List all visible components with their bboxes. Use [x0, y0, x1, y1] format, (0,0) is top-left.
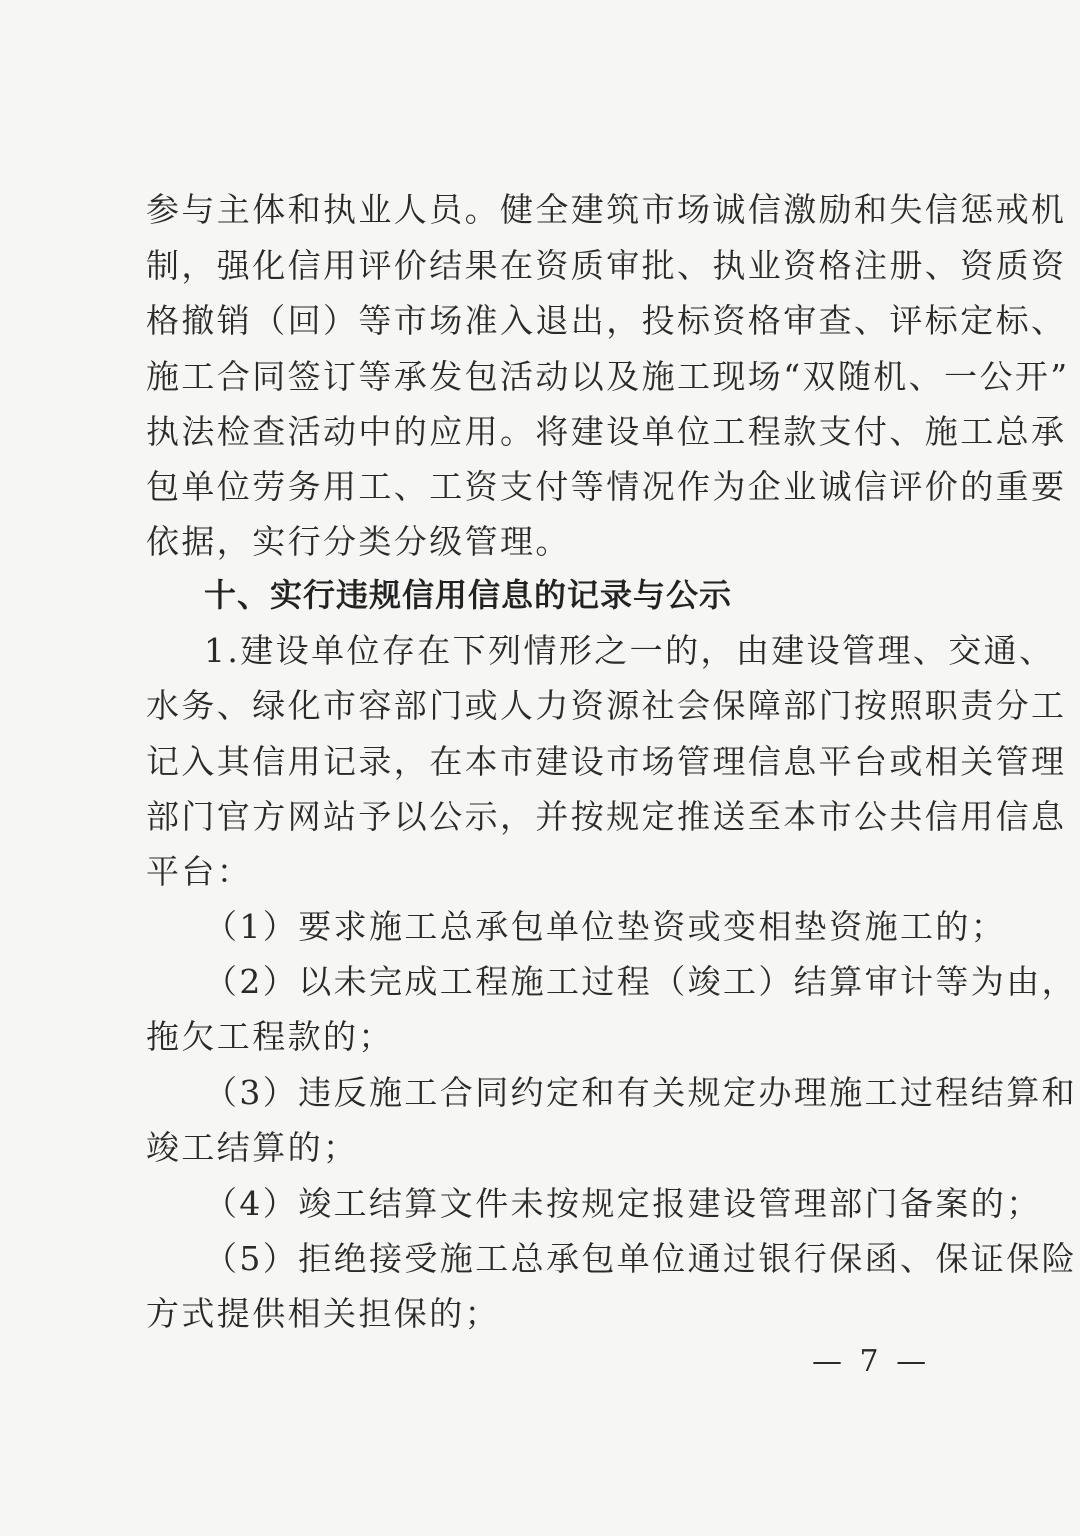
sub-item-1: （1）要求施工总承包单位垫资或变相垫资施工的； [204, 907, 1007, 946]
sub-item-2: （2）以未完成工程施工过程（竣工）结算审计等为由， [204, 962, 1077, 1001]
sub-item-3-continued: 竣工结算的； [146, 1128, 359, 1167]
item-line: 部门官方网站予以公示，并按规定推送至本市公共信用信息 [146, 797, 1067, 836]
sub-item-2-continued: 拖欠工程款的； [146, 1017, 394, 1056]
paragraph-line: 制，强化信用评价结果在资质审批、执业资格注册、资质资 [146, 246, 1067, 285]
section-heading: 十、实行违规信用信息的记录与公示 [204, 576, 733, 614]
sub-item-5: （5）拒绝接受施工总承包单位通过银行保函、保证保险 [204, 1239, 1077, 1278]
paragraph-line: 依据，实行分类分级管理。 [146, 522, 571, 561]
sub-item-5-continued: 方式提供相关担保的； [146, 1294, 500, 1333]
paragraph-line: 执法检查活动中的应用。将建设单位工程款支付、施工总承 [146, 412, 1067, 451]
item-line: 1.建设单位存在下列情形之一的，由建设管理、交通、 [204, 631, 1055, 670]
page-number: — 7 — [812, 1344, 931, 1379]
paragraph-line: 格撤销（回）等市场准入退出，投标资格审查、评标定标、 [146, 301, 1067, 340]
paragraph-line: 包单位劳务用工、工资支付等情况作为企业诚信评价的重要 [146, 467, 1067, 506]
paragraph-line: 施工合同签订等承发包活动以及施工现场“双随机、一公开” [146, 357, 1070, 396]
sub-item-3: （3）违反施工合同约定和有关规定办理施工过程结算和 [204, 1073, 1077, 1112]
item-line: 水务、绿化市容部门或人力资源社会保障部门按照职责分工 [146, 686, 1067, 725]
item-line: 平台： [146, 852, 253, 891]
paragraph-line: 参与主体和执业人员。健全建筑市场诚信激励和失信惩戒机 [146, 190, 1067, 229]
item-line: 记入其信用记录，在本市建设市场管理信息平台或相关管理 [146, 742, 1067, 781]
sub-item-4: （4）竣工结算文件未按规定报建设管理部门备案的； [204, 1184, 1042, 1223]
